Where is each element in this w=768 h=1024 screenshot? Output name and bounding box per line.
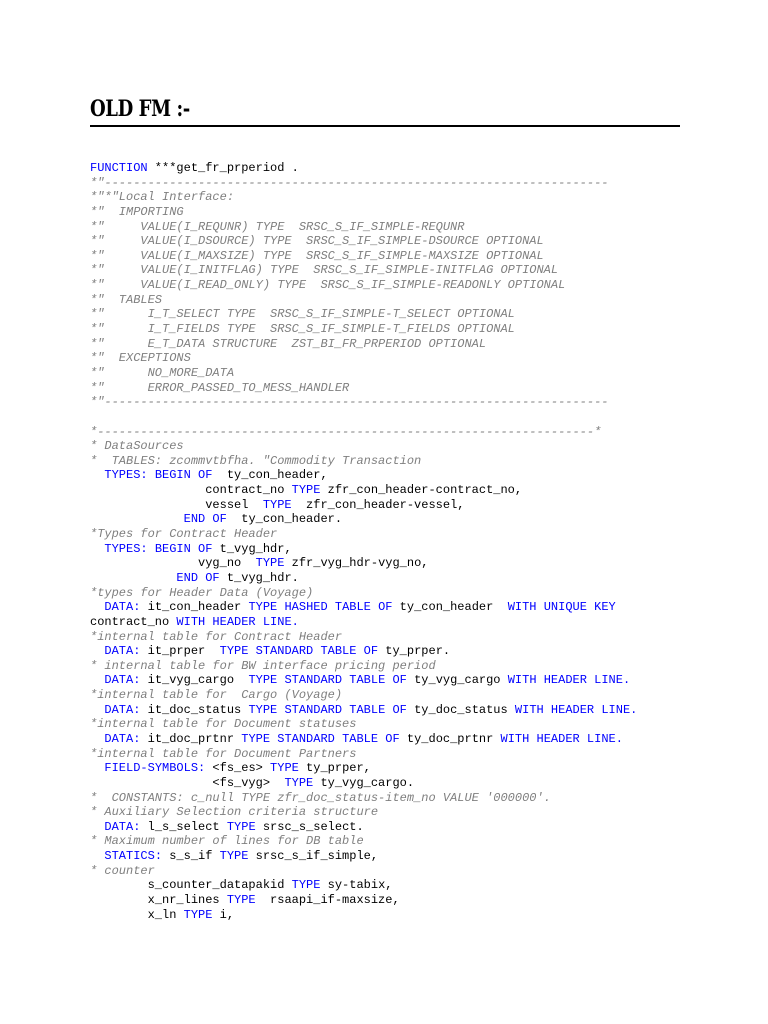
code-keyword: TYPE STANDARD TABLE OF xyxy=(248,673,407,688)
code-comment: *" VALUE(I_DSOURCE) TYPE SRSC_S_IF_SIMPLE-DSOURCE OPTIONAL xyxy=(90,234,544,249)
code-line xyxy=(90,893,750,908)
code-text: it_doc_status xyxy=(140,702,249,717)
code-line xyxy=(90,571,750,586)
code-line xyxy=(90,337,750,352)
code-keyword: TYPE xyxy=(183,907,213,922)
code-keyword: STATICS: xyxy=(104,849,163,864)
code-keyword: TYPE xyxy=(226,893,256,908)
code-keyword: DATA: xyxy=(104,600,141,615)
code-line xyxy=(90,908,750,923)
code-line xyxy=(90,498,750,513)
code-comment: * Auxiliary Selection criteria structure xyxy=(90,805,379,820)
code-line xyxy=(90,468,750,483)
code-comment: * internal table for BW interface pricing period xyxy=(90,658,436,673)
code-line xyxy=(90,483,750,498)
code-line xyxy=(90,234,750,249)
code-line xyxy=(90,454,750,469)
heading-rule xyxy=(90,125,680,127)
code-keyword: TYPE xyxy=(219,849,249,864)
code-text: <fs_es> xyxy=(205,761,271,776)
code-keyword: TYPES: xyxy=(104,541,148,556)
code-text xyxy=(90,761,104,775)
code-line xyxy=(90,630,750,645)
code-text xyxy=(90,820,104,834)
code-text: ty_doc_prtnr xyxy=(399,731,501,746)
code-line xyxy=(90,205,750,220)
code-comment: *"---------------------------------------------------------------------- xyxy=(90,395,609,410)
code-comment: *"*"Local Interface: xyxy=(90,190,235,205)
code-comment: *" I_T_SELECT TYPE SRSC_S_IF_SIMPLE-T_SELECT OPTIONAL xyxy=(90,307,515,322)
code-keyword: WITH HEADER LINE. xyxy=(176,614,299,629)
code-keyword: WITH HEADER LINE. xyxy=(507,673,631,688)
code-line xyxy=(90,307,750,322)
code-text xyxy=(90,673,104,687)
code-line xyxy=(90,834,750,849)
code-comment: *Types for Contract Header xyxy=(90,527,278,542)
code-line xyxy=(90,732,750,747)
code-text: ty_prper. xyxy=(378,644,451,659)
code-keyword: TYPE HASHED TABLE OF xyxy=(248,600,393,615)
code-text xyxy=(90,703,104,717)
code-text: x_ln xyxy=(90,907,184,922)
code-text: it_prper xyxy=(140,644,220,659)
code-line xyxy=(90,410,750,425)
code-line xyxy=(90,527,750,542)
code-comment: *internal table for Contract Header xyxy=(90,629,343,644)
code-comment: *---------------------------------------------------------------------* xyxy=(90,424,602,439)
code-text: s_counter_datapakid xyxy=(90,878,292,893)
code-line xyxy=(90,366,750,381)
code-comment: *" EXCEPTIONS xyxy=(90,351,191,366)
code-line xyxy=(90,512,750,527)
code-text: l_s_select xyxy=(140,819,227,834)
code-line xyxy=(90,673,750,688)
code-text xyxy=(90,571,176,585)
code-keyword: TYPE xyxy=(226,819,256,834)
code-keyword: TYPE xyxy=(291,483,321,498)
code-text: t_vyg_hdr, xyxy=(212,541,292,556)
code-line xyxy=(90,878,750,893)
code-line xyxy=(90,263,750,278)
code-text: vyg_no xyxy=(90,556,256,571)
code-text: ty_prper, xyxy=(298,761,371,776)
code-text: ty_con_header, xyxy=(212,468,328,483)
code-text xyxy=(90,849,104,863)
code-keyword: DATA: xyxy=(104,702,141,717)
code-comment: *internal table for Document statuses xyxy=(90,717,357,732)
code-text: x_nr_lines xyxy=(90,893,227,908)
code-comment: *" VALUE(I_MAXSIZE) TYPE SRSC_S_IF_SIMPLE-MAXSIZE OPTIONAL xyxy=(90,248,544,263)
code-text xyxy=(90,600,104,614)
code-line xyxy=(90,381,750,396)
code-comment: *" VALUE(I_READ_ONLY) TYPE SRSC_S_IF_SIMPLE-READONLY OPTIONAL xyxy=(90,278,566,293)
code-line xyxy=(90,542,750,557)
code-text: srsc_s_select. xyxy=(255,819,364,834)
code-keyword: WITH UNIQUE KEY xyxy=(507,600,616,615)
code-line xyxy=(90,761,750,776)
code-keyword: WITH HEADER LINE. xyxy=(514,702,638,717)
code-text: contract_no xyxy=(90,483,292,498)
code-text xyxy=(148,468,155,482)
code-line xyxy=(90,747,750,762)
code-comment: *" VALUE(I_REQUNR) TYPE SRSC_S_IF_SIMPLE-REQUNR xyxy=(90,219,465,234)
code-line xyxy=(90,717,750,732)
code-line xyxy=(90,293,750,308)
code-text: contract_no xyxy=(90,614,177,629)
code-text: zfr_con_header-contract_no, xyxy=(320,483,523,498)
code-comment: *" ERROR_PASSED_TO_MESS_HANDLER xyxy=(90,380,350,395)
code-text xyxy=(90,512,184,526)
page-heading: OLD FM :- xyxy=(90,96,190,122)
code-keyword: FIELD-SYMBOLS: xyxy=(104,761,206,776)
code-text: zfr_vyg_hdr-vyg_no, xyxy=(284,556,429,571)
code-keyword: TYPE xyxy=(270,761,299,776)
code-comment: *" I_T_FIELDS TYPE SRSC_S_IF_SIMPLE-T_FIELDS OPTIONAL xyxy=(90,322,515,337)
code-line xyxy=(90,805,750,820)
code-text xyxy=(90,468,104,482)
code-text: zfr_con_header-vessel, xyxy=(291,497,465,512)
code-keyword: DATA: xyxy=(104,673,141,688)
code-keyword: TYPE xyxy=(284,775,314,790)
code-keyword: FUNCTION xyxy=(90,161,148,175)
code-text: ty_con_header xyxy=(392,600,508,615)
code-listing xyxy=(90,161,750,922)
code-keyword: TYPE xyxy=(262,497,292,512)
code-line xyxy=(90,586,750,601)
code-line xyxy=(90,278,750,293)
code-keyword: TYPES: xyxy=(104,468,148,483)
code-text: ty_vyg_cargo xyxy=(406,673,508,688)
code-line xyxy=(90,439,750,454)
code-comment: *" VALUE(I_INITFLAG) TYPE SRSC_S_IF_SIMPLE-INITFLAG OPTIONAL xyxy=(90,263,559,278)
code-text xyxy=(90,644,104,658)
code-keyword: DATA: xyxy=(104,731,141,746)
code-text: i, xyxy=(212,907,235,922)
code-line xyxy=(90,644,750,659)
code-text: ***get_fr_prperiod . xyxy=(147,161,299,175)
code-comment: *" TABLES xyxy=(90,292,163,307)
code-comment: *" E_T_DATA STRUCTURE ZST_BI_FR_PRPERIOD OPTIONAL xyxy=(90,336,487,351)
code-line xyxy=(90,659,750,674)
code-comment: * CONSTANTS: c_null TYPE zfr_doc_status-item_no VALUE '000000'. xyxy=(90,790,551,805)
code-line xyxy=(90,600,750,615)
code-line xyxy=(90,161,750,176)
code-text: s_s_if xyxy=(162,849,220,864)
code-keyword: WITH HEADER LINE. xyxy=(500,731,623,746)
code-text: it_vyg_cargo xyxy=(140,673,249,688)
code-keyword: END OF xyxy=(176,570,220,585)
code-text: vessel xyxy=(90,497,263,512)
code-keyword: TYPE STANDARD TABLE OF xyxy=(241,731,400,746)
code-line xyxy=(90,556,750,571)
code-line xyxy=(90,849,750,864)
code-line xyxy=(90,249,750,264)
code-text xyxy=(148,542,155,556)
code-text: ty_con_header. xyxy=(226,512,343,527)
code-text xyxy=(90,732,104,746)
code-comment: *types for Header Data (Voyage) xyxy=(90,585,314,600)
code-text: <fs_vyg> xyxy=(90,775,285,790)
code-keyword: DATA: xyxy=(104,819,141,834)
code-comment: * TABLES: zcommvtbfha. "Commodity Transaction xyxy=(90,453,422,468)
code-comment: *" IMPORTING xyxy=(90,204,184,219)
code-text: it_doc_prtnr xyxy=(140,731,242,746)
code-line xyxy=(90,176,750,191)
code-line xyxy=(90,776,750,791)
code-keyword: TYPE STANDARD TABLE OF xyxy=(248,702,407,717)
code-line xyxy=(90,820,750,835)
code-keyword: BEGIN OF xyxy=(154,468,213,483)
code-keyword: BEGIN OF xyxy=(154,541,213,556)
code-comment: *internal table for Cargo (Voyage) xyxy=(90,688,343,703)
code-text: ty_vyg_cargo. xyxy=(313,775,415,790)
code-text: t_vyg_hdr. xyxy=(219,570,299,585)
code-comment: * Maximum number of lines for DB table xyxy=(90,834,364,849)
code-comment: * counter xyxy=(90,863,155,878)
code-line xyxy=(90,425,750,440)
code-line xyxy=(90,615,750,630)
code-text: sy-tabix, xyxy=(320,878,393,893)
code-line xyxy=(90,190,750,205)
code-keyword: TYPE xyxy=(291,878,321,893)
code-comment: *" NO_MORE_DATA xyxy=(90,365,235,380)
code-line xyxy=(90,351,750,366)
code-text: ty_doc_status xyxy=(406,702,515,717)
code-line xyxy=(90,791,750,806)
code-text xyxy=(90,542,104,556)
code-comment: *"---------------------------------------------------------------------- xyxy=(90,175,609,190)
code-text: it_con_header xyxy=(140,600,249,615)
code-line xyxy=(90,322,750,337)
code-comment: * DataSources xyxy=(90,439,184,454)
code-text: rsaapi_if-maxsize, xyxy=(255,893,400,908)
code-keyword: TYPE STANDARD TABLE OF xyxy=(219,644,379,659)
code-keyword: DATA: xyxy=(104,644,141,659)
code-line xyxy=(90,703,750,718)
code-text: srsc_s_if_simple, xyxy=(248,849,379,864)
code-line xyxy=(90,864,750,879)
code-line xyxy=(90,395,750,410)
code-keyword: END OF xyxy=(183,512,227,527)
code-line xyxy=(90,220,750,235)
code-keyword: TYPE xyxy=(255,556,285,571)
code-comment: *internal table for Document Partners xyxy=(90,746,357,761)
code-line xyxy=(90,688,750,703)
